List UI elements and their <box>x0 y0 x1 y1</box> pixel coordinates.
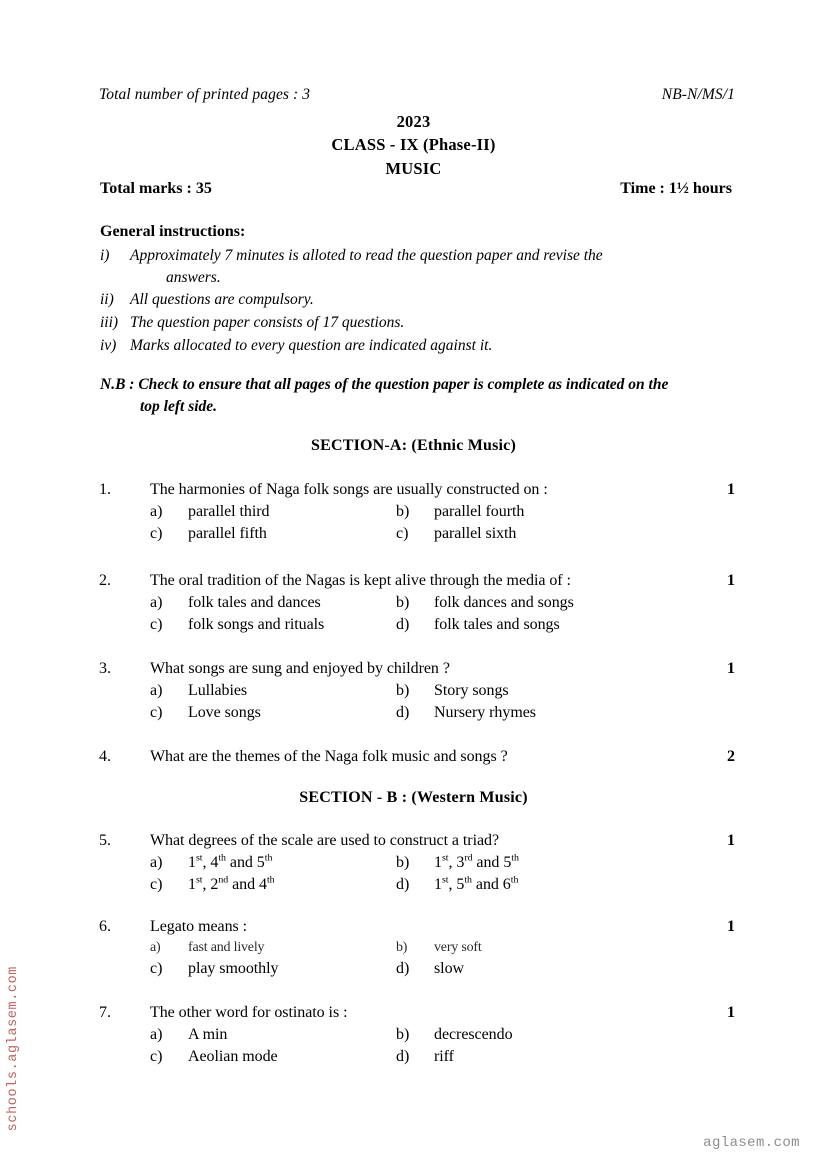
instruction-text: All questions are compulsory. <box>130 291 314 309</box>
option-row <box>99 594 735 612</box>
question-block <box>99 572 735 634</box>
option-text: Nursery rhymes <box>434 704 536 721</box>
general-instructions-heading: General instructions: <box>100 223 246 240</box>
nb-note <box>100 374 731 419</box>
instruction-text-line2: answers. <box>166 268 221 286</box>
question-number: 3. <box>99 660 111 677</box>
option-item[interactable] <box>396 503 735 521</box>
option-item[interactable] <box>396 525 735 543</box>
question-marks: 1 <box>727 1004 735 1021</box>
option-letter: c) <box>150 876 163 893</box>
exam-subject: MUSIC <box>385 158 442 178</box>
option-text: parallel fifth <box>188 525 267 542</box>
question-row <box>99 748 735 766</box>
option-letter: a) <box>150 940 161 955</box>
instruction-number: i) <box>100 247 110 264</box>
question-marks: 1 <box>727 481 735 498</box>
option-text: folk tales and songs <box>434 616 560 633</box>
question-block <box>99 481 735 543</box>
question-number: 6. <box>99 918 111 935</box>
option-item[interactable] <box>396 704 735 722</box>
exam-class: CLASS - IX (Phase-II) <box>331 135 496 155</box>
question-block <box>99 918 735 978</box>
question-marks: 1 <box>727 572 735 589</box>
option-item[interactable] <box>396 682 735 700</box>
time-allowed-label: Time : 1½ hours <box>620 180 732 197</box>
option-item[interactable] <box>150 594 396 612</box>
option-letter: c) <box>150 616 163 633</box>
question-number: 2. <box>99 572 111 589</box>
option-letter: b) <box>396 594 410 611</box>
question-number: 4. <box>99 748 111 765</box>
side-watermark: schools.aglasem.com <box>6 965 21 1131</box>
instruction-number: iii) <box>100 314 119 332</box>
option-text: Story songs <box>434 682 509 699</box>
question-text: The oral tradition of the Nagas is kept alive through the media of : <box>150 572 571 589</box>
option-text: Love songs <box>188 704 261 721</box>
option-text: 1st, 3rd and 5th <box>434 852 519 871</box>
option-item[interactable] <box>150 940 396 956</box>
question-row <box>99 660 735 678</box>
option-letter: a) <box>150 594 163 611</box>
corner-watermark: aglasem.com <box>703 1135 800 1151</box>
question-marks: 2 <box>727 748 735 765</box>
option-item[interactable] <box>150 525 396 543</box>
option-row <box>99 854 735 872</box>
option-text: fast and lively <box>188 940 265 955</box>
option-text: 1st, 5th and 6th <box>434 874 519 893</box>
option-text: slow <box>434 960 465 977</box>
option-row <box>99 704 735 722</box>
option-text: 1st, 4th and 5th <box>188 852 273 871</box>
question-row <box>99 1004 735 1022</box>
instruction-text-line1: Approximately 7 minutes is alloted to read the question paper and revise the <box>130 247 603 264</box>
option-row <box>99 876 735 894</box>
option-text: parallel sixth <box>434 525 517 542</box>
instruction-number: iv) <box>100 336 117 354</box>
option-letter: d) <box>396 1048 410 1065</box>
option-letter: a) <box>150 1026 163 1043</box>
option-item[interactable] <box>150 876 396 894</box>
question-block <box>99 832 735 894</box>
question-text: What songs are sung and enjoyed by children ? <box>150 660 450 677</box>
option-text: parallel fourth <box>434 503 525 520</box>
question-text: The harmonies of Naga folk songs are usually constructed on : <box>150 481 548 498</box>
question-row <box>99 572 735 590</box>
option-item[interactable] <box>150 503 396 521</box>
option-item[interactable] <box>396 854 735 872</box>
option-item[interactable] <box>396 594 735 612</box>
exam-year: 2023 <box>396 112 431 131</box>
title-block <box>0 110 827 180</box>
option-letter: c) <box>150 704 163 721</box>
question-number: 1. <box>99 481 111 498</box>
option-text: decrescendo <box>434 1026 513 1043</box>
option-text: very soft <box>434 940 482 955</box>
section-b-heading: SECTION - B : (Western Music) <box>299 789 528 806</box>
question-row <box>99 832 735 850</box>
question-block <box>99 748 735 766</box>
option-item[interactable] <box>150 960 396 978</box>
option-item[interactable] <box>150 616 396 634</box>
option-text: Aeolian mode <box>188 1048 278 1065</box>
question-row <box>99 481 735 499</box>
option-row <box>99 940 735 956</box>
option-row <box>99 1026 735 1044</box>
instruction-item <box>100 245 731 288</box>
option-letter: a) <box>150 854 163 871</box>
option-letter: d) <box>396 876 410 893</box>
option-letter: d) <box>396 704 410 721</box>
option-item[interactable] <box>150 682 396 700</box>
option-item[interactable] <box>396 1048 735 1066</box>
question-text: The other word for ostinato is : <box>150 1004 348 1021</box>
question-row <box>99 918 735 936</box>
question-text: What are the themes of the Naga folk music and songs ? <box>150 748 508 765</box>
option-item[interactable] <box>396 960 735 978</box>
option-item[interactable] <box>150 1026 396 1044</box>
nb-note-line2: top left side. <box>140 398 218 416</box>
question-marks: 1 <box>727 918 735 935</box>
option-letter: b) <box>396 682 410 699</box>
instruction-item <box>100 289 731 311</box>
question-block <box>99 1004 735 1066</box>
option-text: folk dances and songs <box>434 594 574 611</box>
option-row <box>99 503 735 521</box>
printed-pages-label: Total number of printed pages : 3 <box>99 86 311 103</box>
option-item[interactable] <box>396 1026 735 1044</box>
question-text: Legato means : <box>150 918 248 935</box>
option-text: folk songs and rituals <box>188 616 325 633</box>
header-line <box>99 86 735 104</box>
question-marks: 1 <box>727 832 735 849</box>
option-item[interactable] <box>150 1048 396 1066</box>
option-text: parallel third <box>188 503 270 520</box>
instruction-item <box>100 312 731 334</box>
option-text: riff <box>434 1048 454 1065</box>
option-letter: b) <box>396 1026 410 1043</box>
paper-code-label: NB-N/MS/1 <box>661 86 735 103</box>
option-letter: c) <box>150 1048 163 1065</box>
option-letter: d) <box>396 616 410 633</box>
section-a-heading: SECTION-A: (Ethnic Music) <box>310 437 516 454</box>
option-letter: d) <box>396 960 410 977</box>
option-row <box>99 1048 735 1066</box>
option-text: play smoothly <box>188 960 279 977</box>
instruction-text <box>130 245 731 288</box>
question-number: 7. <box>99 1004 111 1021</box>
option-letter: b) <box>396 503 410 520</box>
option-row <box>99 682 735 700</box>
option-letter: a) <box>150 503 163 520</box>
option-letter: b) <box>396 940 408 955</box>
option-text: folk tales and dances <box>188 594 321 611</box>
option-item[interactable] <box>396 876 735 894</box>
option-row <box>99 616 735 634</box>
option-letter: a) <box>150 682 163 699</box>
nb-note-line1: N.B : Check to ensure that all pages of the question paper is complete as indicated on the <box>100 376 669 393</box>
option-text: Lullabies <box>188 682 248 699</box>
instruction-text: The question paper consists of 17 questions. <box>130 314 405 332</box>
instruction-number: ii) <box>100 291 114 309</box>
instruction-text: Marks allocated to every question are indicated against it. <box>130 336 493 354</box>
question-text: What degrees of the scale are used to construct a triad? <box>150 832 500 849</box>
option-row <box>99 960 735 978</box>
question-block <box>99 660 735 722</box>
option-text: 1st, 2nd and 4th <box>188 874 275 893</box>
option-item[interactable] <box>150 854 396 872</box>
option-letter: c) <box>150 525 163 542</box>
option-letter: c) <box>396 525 409 542</box>
general-instructions-list <box>100 245 731 357</box>
option-row <box>99 525 735 543</box>
option-text: A min <box>188 1026 228 1043</box>
option-item[interactable] <box>396 616 735 634</box>
question-marks: 1 <box>727 660 735 677</box>
option-item[interactable] <box>150 704 396 722</box>
question-number: 5. <box>99 832 111 849</box>
option-letter: b) <box>396 854 410 871</box>
option-letter: c) <box>150 960 163 977</box>
marks-time-line <box>100 180 732 198</box>
option-item[interactable] <box>396 940 735 956</box>
instruction-item <box>100 335 731 357</box>
total-marks-label: Total marks : 35 <box>100 180 212 197</box>
